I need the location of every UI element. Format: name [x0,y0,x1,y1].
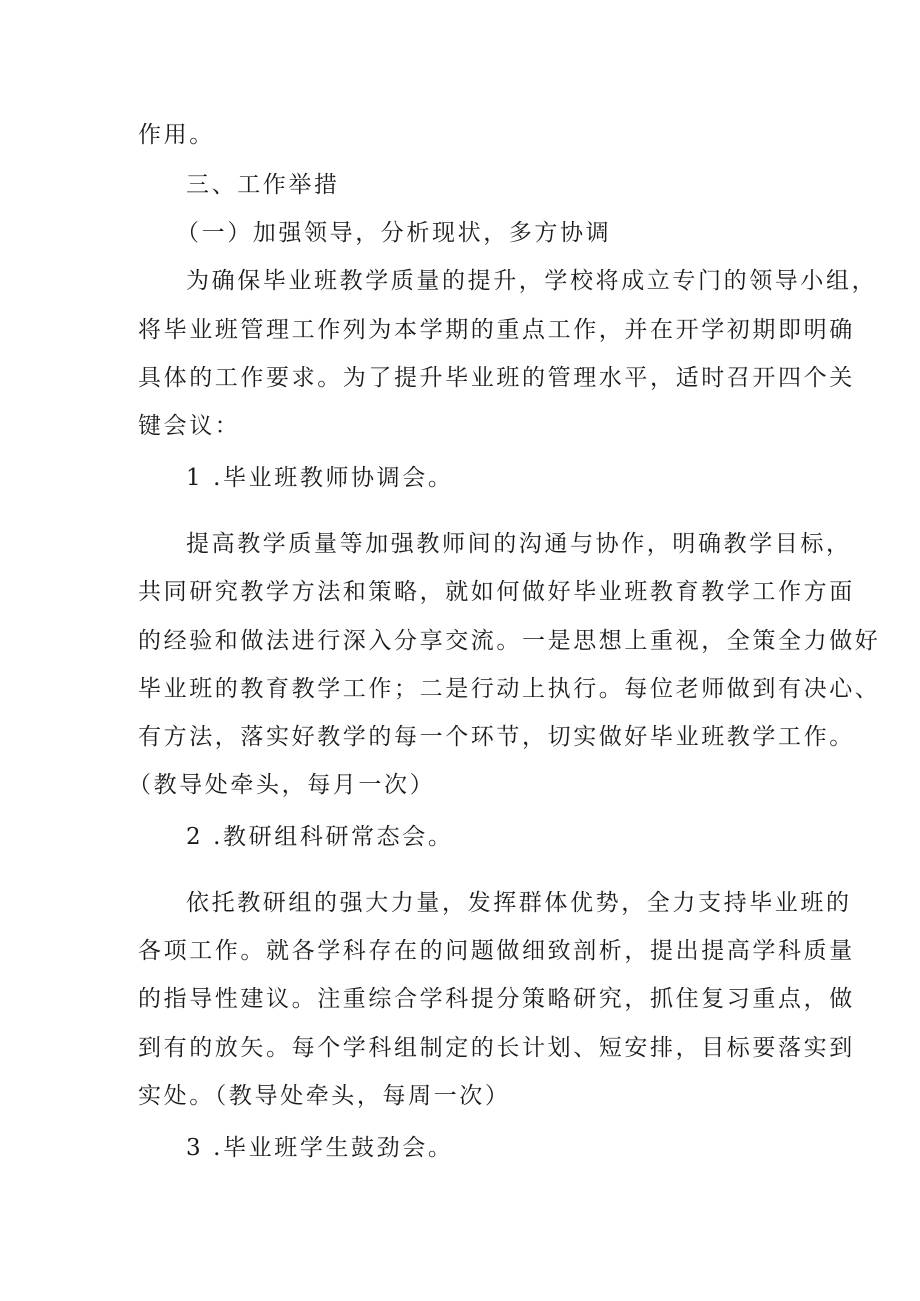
paragraph-line: 依托教研组的强大力量，发挥群体优势，全力支持毕业班的 [186,890,852,916]
subsection-heading: （一）加强领导，分析现状，多方协调 [176,220,612,246]
paragraph-line: 到有的放矢。每个学科组制定的长计划、短安排，目标要落实到 [138,1035,855,1061]
list-item-heading: 1 .毕业班教师协调会。 [186,465,454,491]
paragraph-line: 的经验和做法进行深入分享交流。一是思想上重视，全策全力做好 [138,628,881,654]
paragraph-line: 的指导性建议。注重综合学科提分策略研究，抓住复习重点，做 [138,986,855,1012]
list-item-heading: 2 .教研组科研常态会。 [186,824,454,850]
paragraph-line: 共同研究教学方法和策略，就如何做好毕业班教育教学工作方面 [138,579,855,605]
paragraph-line: 各项工作。就各学科存在的问题做细致剖析，提出提高学科质量 [138,938,855,964]
paragraph-line: （教导处牵头，每月一次） [128,772,436,798]
list-item-heading: 3 .毕业班学生鼓劲会。 [186,1135,454,1161]
paragraph-line: 将毕业班管理工作列为本学期的重点工作，并在开学初期即明确 [138,317,855,343]
paragraph-line: 有方法，落实好教学的每一个环节，切实做好毕业班教学工作。 [138,724,855,750]
paragraph-line: 实处。（教导处牵头，每周一次） [138,1083,511,1109]
paragraph-line: 毕业班的教育教学工作；二是行动上执行。每位老师做到有决心、 [138,676,881,702]
section-heading: 三、工作举措 [186,172,340,198]
paragraph-line: 提高教学质量等加强教师间的沟通与协作，明确教学目标， [186,531,852,557]
paragraph-line: 键会议： [138,413,241,439]
paragraph-line: 具体的工作要求。为了提升毕业班的管理水平，适时召开四个关 [138,365,855,391]
paragraph-line: 为确保毕业班教学质量的提升，学校将成立专门的领导小组， [186,268,878,294]
text-line-continuation: 作用。 [138,122,215,148]
